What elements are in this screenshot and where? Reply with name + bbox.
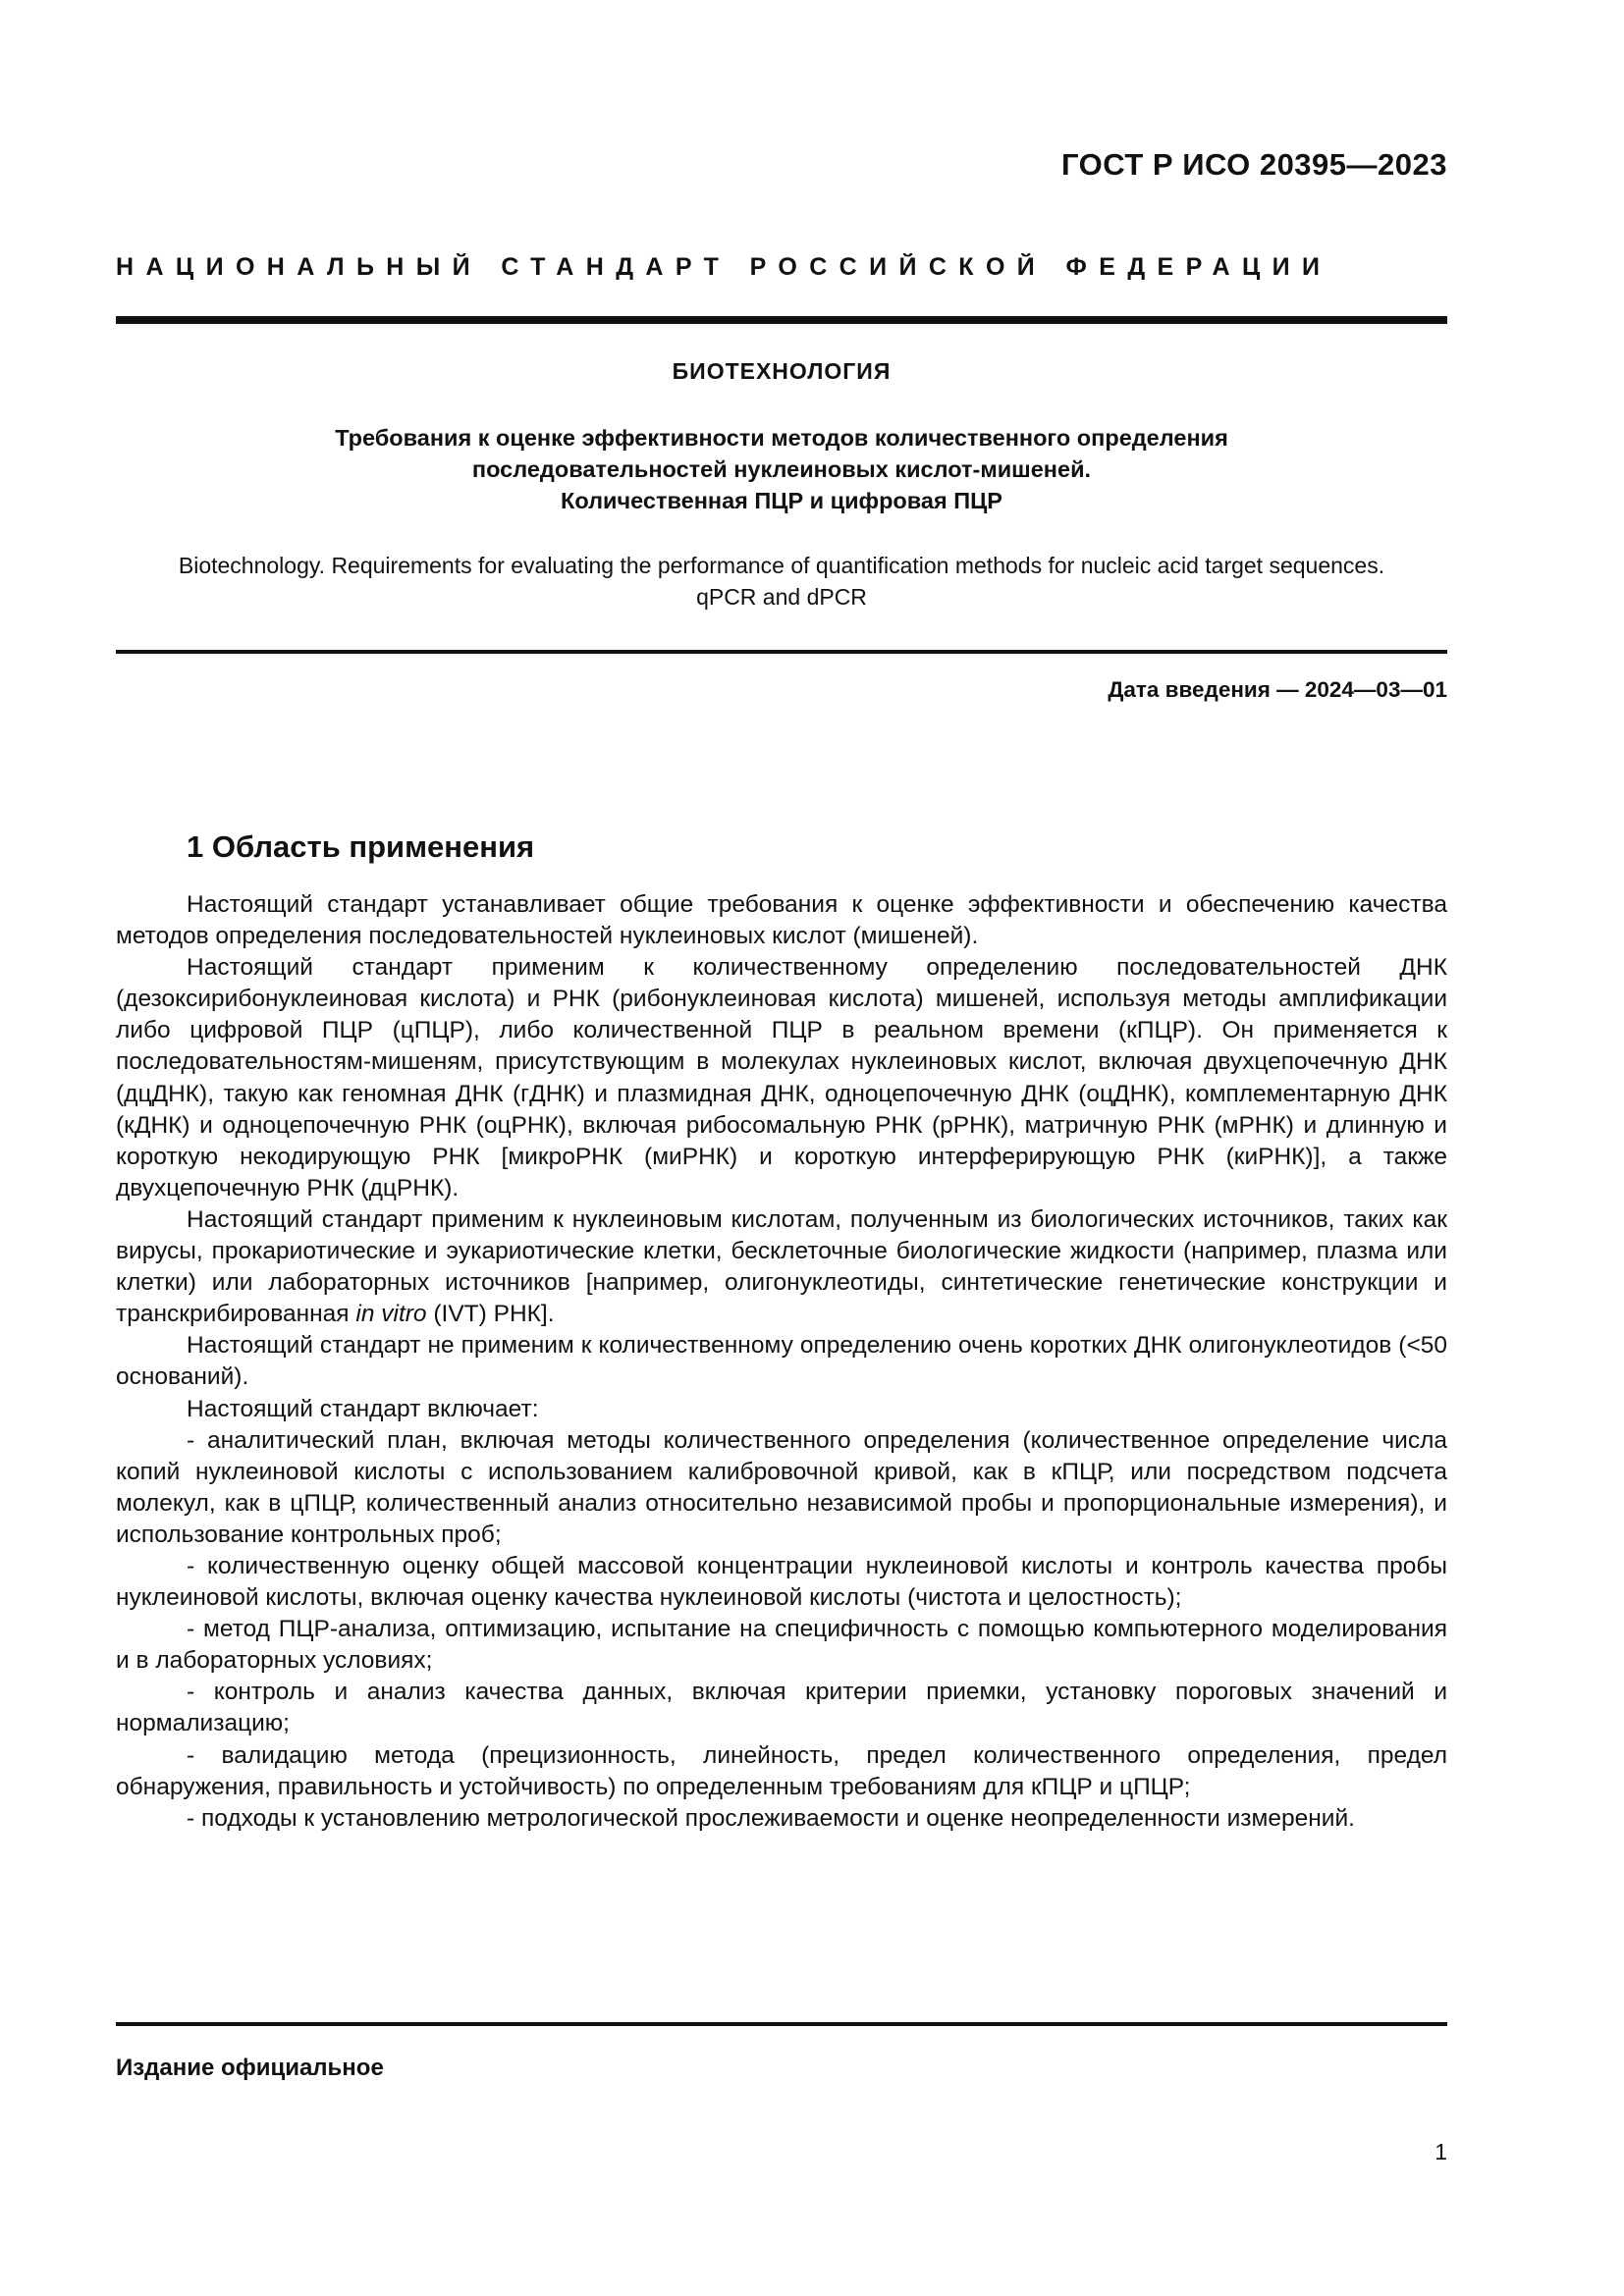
page-number: 1 [1435,2139,1447,2164]
list-item: - валидацию метода (прецизионность, линейность, предел количественного определения, предел обнаружения, правильность и устойчивость) по определенным требованиям для кПЦР и цПЦР; [116,1741,1447,1800]
paragraph: Настоящий стандарт устанавливает общие требования к оценке эффективности и обеспечению качества методов определения последовательностей нуклеиновых кислот (мишеней). [116,891,1447,950]
list-item: - контроль и анализ качества данных, включая критерии приемки, установку пороговых значений и нормализацию; [116,1679,1447,1737]
paragraph-text: Настоящий стандарт применим к нуклеиновым кислотам, полученным из биологических источников, таких как вирусы, прокариотические и эукариотические клетки, бесклеточные биологические жидкости (например, плазма или клетки) или лабораторных источников [например, олигонуклеотиды, синтетические генетические конструкции и транскрибированная [116,1205,1447,1328]
title-russian [116,422,1447,516]
paragraph: Настоящий стандарт включает: [187,1395,539,1422]
topic-heading: БИОТЕХНОЛОГИЯ [672,358,892,384]
title-russian-line: Требования к оценке эффективности методов количественного определения [335,425,1228,451]
list-item: - подходы к установлению метрологической прослеживаемости и оценке неопределенности измерений. [187,1804,1355,1832]
paragraph-italic-text: in vitro [355,1301,427,1328]
paragraph [116,1204,1447,1330]
edition-label: Издание официальное [116,2055,384,2081]
section-heading: 1 Область применения [187,829,535,864]
title-russian-line: Количественная ПЦР и цифровая ПЦР [561,488,1002,513]
section-body [116,889,1447,1835]
document-id: ГОСТ Р ИСО 20395—2023 [1060,147,1447,182]
list-item: - аналитический план, включая методы количественного определения (количественное определение числа копий нуклеиновой кислоты с использованием калибровочной кривой, как в кПЦР, или посредством подсчета молекул, как в цПЦР, количественный анализ относительно независимой пробы и пропорциональные измерения), и использование контрольных проб; [116,1426,1447,1548]
title-russian-line: последовательностей нуклеиновых кислот-мишеней. [471,456,1092,482]
list-item: - количественную оценку общей массовой концентрации нуклеиновой кислоты и контроль качества пробы нуклеиновой кислоты, включая оценку качества нуклеиновой кислоты (чистота и целостность); [116,1552,1447,1612]
header-divider [116,316,1447,324]
title-divider [116,650,1447,654]
title-english-line: qPCR and dPCR [696,584,867,610]
footer-divider [116,2022,1447,2026]
introduction-date: Дата введения — 2024—03—01 [1108,677,1447,702]
national-standard-banner: НАЦИОНАЛЬНЫЙ СТАНДАРТ РОССИЙСКОЙ ФЕДЕРАЦИИ [116,253,1332,281]
paragraph: Настоящий стандарт не применим к количественному определению очень коротких ДНК олигонуклеотидов (<50 оснований). [116,1332,1447,1391]
paragraph-text: (IVT) РНК]. [426,1301,555,1328]
list-item: - метод ПЦР-анализа, оптимизацию, испытание на специфичность с помощью компьютерного моделирования и в лабораторных условиях; [116,1616,1447,1675]
title-english [116,550,1447,613]
paragraph: Настоящий стандарт применим к количественному определению последовательностей ДНК (дезоксирибонуклеиновая кислота) и РНК (рибонуклеиновая кислота) мишеней, используя методы амплификации либо цифровой ПЦР (цПЦР), либо количественной ПЦР в реальном времени (кПЦР). Он применяется к последовательностям-мишеням, присутствующим в молекулах нуклеиновых кислот, включая двухцепочечную ДНК (дцДНК), такую как геномная ДНК (гДНК) и плазмидная ДНК, одноцепочечную ДНК (оцДНК), комплементарную ДНК (кДНК) и одноцепочечную РНК (оцРНК), включая рибосомальную РНК (рРНК), матричную РНК (мРНК) и длинную и короткую некодирующую РНК [микроРНК (миРНК) и короткую интерферирующую РНК (киРНК)], а также двухцепочечную РНК (дцРНК). [116,954,1447,1201]
title-english-line: Biotechnology. Requirements for evaluating the performance of quantification methods for nucleic acid target sequences. [178,553,1385,578]
